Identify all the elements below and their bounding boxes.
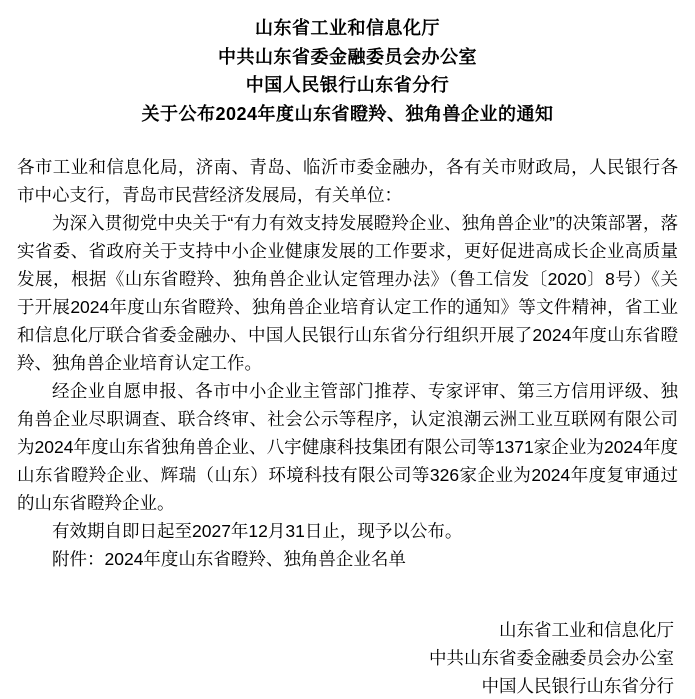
doc-header	[17, 14, 678, 128]
signature-line-3: 中国人民银行山东省分行	[481, 676, 674, 696]
issuer-line-1: 山东省工业和信息化厅	[255, 18, 440, 38]
validity-paragraph: 有效期自即日起至2027年12月31日止，现予以公布。	[52, 521, 463, 541]
signature-block	[17, 616, 678, 699]
salutation-paragraph: 各市工业和信息化局，济南、青岛、临沂市委金融办，各有关市财政局，人民银行各市中心支行，青岛市民营经济发展局，有关单位：	[17, 157, 678, 205]
issuer-line-2: 中共山东省委金融委员会办公室	[218, 46, 477, 67]
doc-title: 关于公布2024年度山东省瞪羚、独角兽企业的通知	[141, 103, 554, 124]
body-paragraph-2: 经企业自愿申报、各市中小企业主管部门推荐、专家评审、第三方信用评级、独角兽企业尽职调查、联合终审、社会公示等程序，认定浪潮云洲工业互联网有限公司为2024年度山东省独角兽企业、八宇健康科技集团有限公司等1371家企业为2024年度山东省瞪羚企业、辉瑞（山东）环境科技有限公司等326家企业为2024年度复审通过的山东省瞪羚企业。	[17, 381, 678, 513]
body-paragraph-1: 为深入贯彻党中央关于“有力有效支持发展瞪羚企业、独角兽企业”的决策部署，落实省委、省政府关于支持中小企业健康发展的工作要求，更好促进高成长企业高质量发展，根据《山东省瞪羚、独角兽企业认定管理办法》（鲁工信发〔2020〕8号）《关于开展2024年度山东省瞪羚、独角兽企业培育认定工作的通知》等文件精神，省工业和信息化厅联合省委金融办、中国人民银行山东省分行组织开展了2024年度山东省瞪羚、独角兽企业培育认定工作。	[17, 213, 678, 373]
signature-line-1: 山东省工业和信息化厅	[499, 620, 674, 640]
issuer-line-3: 中国人民银行山东省分行	[245, 75, 450, 95]
attachment-line: 附件：2024年度山东省瞪羚、独角兽企业名单	[52, 549, 406, 569]
doc-body	[17, 153, 678, 573]
signature-line-2: 中共山东省委金融委员会办公室	[429, 648, 674, 668]
